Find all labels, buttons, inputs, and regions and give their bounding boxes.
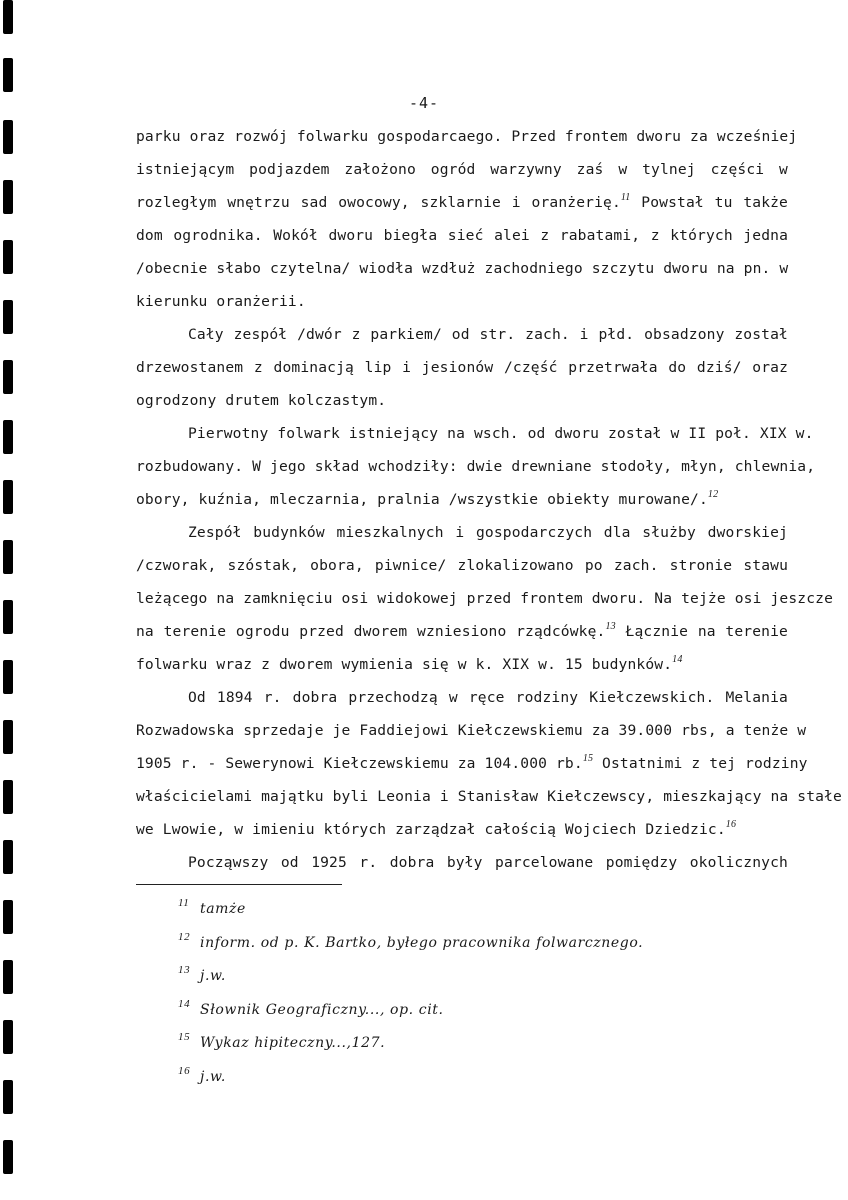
text-line: we Lwowie, w imieniu których zarządzał całością Wojciech Dziedzic.$^{16}$	[136, 819, 737, 838]
text-line: 1905 r. - Sewerynowi Kiełczewskiemu za 104.000 rb.$^{15}$ Ostatnimi z tej rodziny	[136, 753, 808, 772]
binding-hole	[3, 1020, 13, 1054]
text-line: Od 1894 r. dobra przechodzą w ręce rodziny Kiełczewskich. Melania	[188, 689, 788, 706]
text-line: ogrodzony drutem kolczastym.	[136, 392, 387, 409]
text-line: dom ogrodnika. Wokół dworu biegła sieć alei z rabatami, z których jedna	[136, 227, 788, 244]
binding-hole	[3, 300, 13, 334]
binding-hole	[3, 660, 13, 694]
body-text	[136, 120, 842, 879]
footnote-mark: 13	[178, 964, 191, 976]
footnote-text: j.w.	[200, 968, 226, 984]
footnote-ref: 11	[620, 192, 631, 203]
footnote-mark: 12	[178, 930, 191, 943]
binding-hole	[3, 720, 13, 754]
footnote-ref: 12	[707, 489, 719, 500]
footnote-mark: 14	[178, 997, 191, 1010]
footnote-ref: 14	[672, 654, 683, 665]
binding-hole	[3, 58, 13, 92]
text-line: leżącego na zamknięciu osi widokowej przed frontem dworu. Na tejże osi jeszcze	[136, 590, 834, 607]
binding-hole	[3, 780, 13, 814]
footnote-text: Wykaz hipiteczny...,127.	[200, 1035, 386, 1051]
binding-hole	[3, 540, 13, 574]
text-line: na terenie ogrodu przed dworem wzniesiono rządcówkę.$^{13}$ Łącznie na terenie	[136, 621, 788, 640]
text-line: folwarku wraz z dworem wymienia się w k. XIX w. 15 budynków.$^{14}$	[136, 654, 683, 673]
text-line: Rozwadowska sprzedaje je Faddiejowi Kiełczewskiemu za 39.000 rbs, a tenże w	[136, 722, 807, 739]
text-line: rozbudowany. W jego skład wchodziły: dwie drewniane stodoły, młyn, chlewnia,	[136, 458, 816, 475]
footnote-ref: 15	[582, 753, 594, 764]
footnote	[178, 1061, 778, 1095]
footnote-text: Słownik Geograficzny..., op. cit.	[200, 1001, 444, 1018]
footnote-mark: 11	[178, 897, 190, 909]
footnote-text: inform. od p. K. Bartko, byłego pracownika folwarcznego.	[200, 934, 644, 951]
text-line: Zespół budynków mieszkalnych i gospodarczych dla służby dworskiej	[188, 524, 788, 541]
footnote-ref: 16	[725, 819, 737, 830]
text-line: /obecnie słabo czytelna/ wiodła wzdłuż zachodniego szczytu dworu na pn. w	[136, 260, 789, 277]
text-line: parku oraz rozwój folwarku gospodarcaego. Przed frontem dworu za wcześniej	[136, 128, 798, 145]
binding-hole	[3, 1080, 13, 1114]
footnote	[178, 893, 778, 927]
text-line: /czworak, szóstak, obora, piwnice/ zlokalizowano po zach. stronie stawu	[136, 557, 788, 574]
text-line: rozległym wnętrzu sad owocowy, szklarnie i oranżerię.$^{11}$ Powstał tu także	[136, 192, 788, 211]
footnote	[178, 927, 778, 961]
text-line: Pierwotny folwark istniejący na wsch. od dworu został w II poł. XIX w.	[188, 425, 814, 442]
binding-hole	[3, 180, 13, 214]
text-line: obory, kuźnia, mleczarnia, pralnia /wszystkie obiekty murowane/.$^{12}$	[136, 489, 719, 508]
binding-hole	[3, 240, 13, 274]
text-line: Począwszy od 1925 r. dobra były parcelowane pomiędzy okolicznych	[188, 854, 788, 871]
binding-hole	[3, 120, 13, 154]
text-line: właścicielami majątku byli Leonia i Stanisław Kiełczewscy, mieszkający na stałe	[136, 788, 842, 805]
binding-hole	[3, 600, 13, 634]
footnote	[178, 960, 778, 994]
footnote-text: tamże	[200, 901, 246, 917]
binding-hole	[3, 900, 13, 934]
binding-hole	[3, 360, 13, 394]
text-line: Cały zespół /dwór z parkiem/ od str. zach. i płd. obsadzony został	[188, 326, 788, 343]
footnotes	[178, 893, 778, 1094]
text-line: kierunku oranżerii.	[136, 293, 306, 310]
binding-hole	[3, 420, 13, 454]
footnote-ref: 13	[605, 621, 616, 632]
footnote-divider	[136, 884, 342, 885]
footnote-text: j.w.	[200, 1068, 226, 1085]
page-number: -4-	[408, 94, 440, 112]
footnote-mark: 16	[178, 1064, 191, 1077]
footnote	[178, 994, 778, 1028]
text-line: istniejącym podjazdem założono ogród warzywny zaś w tylnej części w	[136, 161, 788, 178]
binding-hole	[3, 0, 13, 34]
footnote-mark: 15	[178, 1031, 191, 1043]
footnote	[178, 1027, 778, 1061]
binding-holes	[0, 0, 26, 1200]
binding-hole	[3, 480, 13, 514]
text-line: drzewostanem z dominacją lip i jesionów /część przetrwała do dziś/ oraz	[136, 359, 788, 376]
binding-hole	[3, 840, 13, 874]
binding-hole	[3, 1140, 13, 1174]
binding-hole	[3, 960, 13, 994]
